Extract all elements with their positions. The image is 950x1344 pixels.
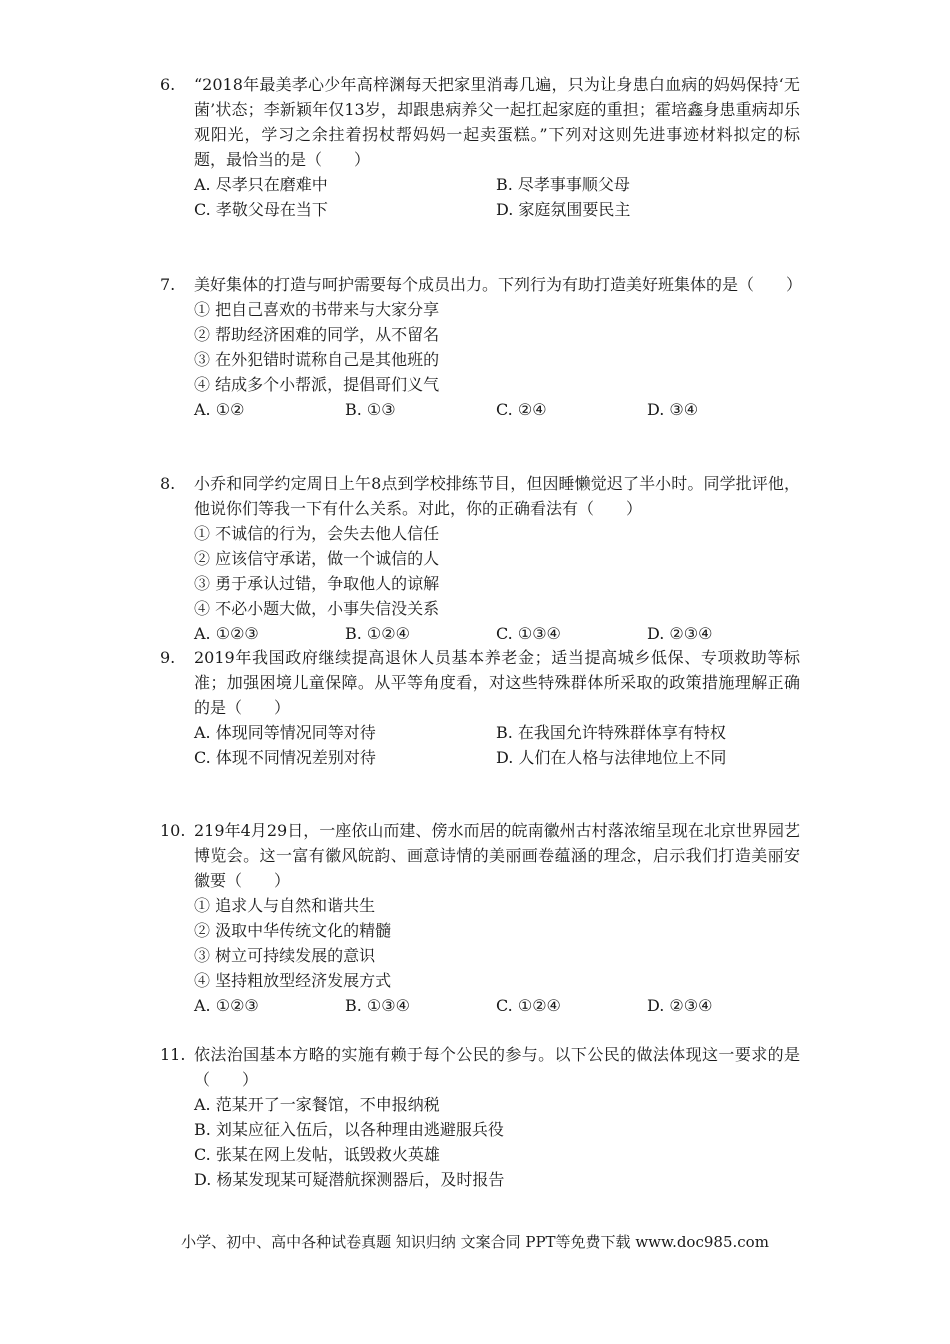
- option-c: C. ②④: [496, 400, 547, 419]
- statement-1: ① 不诚信的行为，会失去他人信任: [194, 524, 440, 543]
- option-c: C. 孝敬父母在当下: [194, 200, 328, 219]
- option-d: D. 人们在人格与法律地位上不同: [496, 748, 727, 767]
- option-d: D. 杨某发现某可疑潜航探测器后，及时报告: [194, 1170, 505, 1189]
- statement-3: ③ 在外犯错时谎称自己是其他班的: [194, 350, 440, 369]
- option-c: C. ①③④: [496, 624, 561, 643]
- options: [194, 621, 800, 646]
- option-d: D. ②③④: [647, 624, 713, 643]
- statement-1: ① 把自己喜欢的书带来与大家分享: [194, 300, 440, 319]
- statement-4: ④ 不必小题大做，小事失信没关系: [194, 599, 440, 618]
- options: [194, 172, 800, 222]
- question-stem: 美好集体的打造与呵护需要每个成员出力。下列行为有助打造美好班集体的是（ ）: [194, 275, 803, 294]
- options: [194, 720, 800, 770]
- question-number: 10.: [160, 821, 186, 840]
- question-7: [160, 272, 803, 422]
- statement-4: ④ 结成多个小帮派，提倡哥们义气: [194, 375, 440, 394]
- options: [194, 993, 800, 1018]
- question-number: 9.: [160, 648, 176, 667]
- question-number: 11.: [160, 1045, 186, 1064]
- option-b: B. 尽孝事事顺父母: [496, 175, 630, 194]
- question-11: [160, 1042, 800, 1192]
- question-stem: 219年4月29日，一座依山而建、傍水而居的皖南徽州古村落浓缩呈现在北京世界园艺博览会。这一富有徽风皖韵、画意诗情的美丽画卷蕴涵的理念，启示我们打造美丽安徽要（ ）: [194, 821, 800, 890]
- question-number: 6.: [160, 75, 176, 94]
- option-b: B. ①③④: [345, 996, 410, 1015]
- statement-2: ② 汲取中华传统文化的精髓: [194, 921, 392, 940]
- option-d: D. ②③④: [647, 996, 713, 1015]
- option-d: D. ③④: [647, 400, 699, 419]
- option-d: D. 家庭氛围要民主: [496, 200, 631, 219]
- question-stem: 2019年我国政府继续提高退休人员基本养老金；适当提高城乡低保、专项救助等标准；加强困境儿童保障。从平等角度看，对这些特殊群体所采取的政策措施理解正确的是（ ）: [194, 648, 800, 717]
- option-b: B. ①②④: [345, 624, 410, 643]
- statement-3: ③ 树立可持续发展的意识: [194, 946, 376, 965]
- option-c: C. ①②④: [496, 996, 561, 1015]
- question-number: 7.: [160, 275, 176, 294]
- option-b: B. ①③: [345, 400, 396, 419]
- option-a: A. 范某开了一家餐馆，不申报纳税: [194, 1095, 440, 1114]
- question-6: [160, 72, 800, 222]
- page-footer: 小学、初中、高中各种试卷真题 知识归纳 文案合同 PPT等免费下载 www.doc985.com: [181, 1233, 769, 1251]
- statement-4: ④ 坚持粗放型经济发展方式: [194, 971, 392, 990]
- option-a: A. ①②: [194, 400, 245, 419]
- option-a: A. 体现同等情况同等对待: [194, 723, 376, 742]
- question-stem: 小乔和同学约定周日上午8点到学校排练节目，但因睡懒觉迟了半小时。同学批评他，他说你们等我一下有什么关系。对此，你的正确看法有（ ）: [194, 474, 800, 518]
- question-stem: “2018年最美孝心少年高梓渊每天把家里消毒几遍，只为让身患白血病的妈妈保持‘无菌’状态；李新颖年仅13岁，却跟患病养父一起扛起家庭的重担；霍培鑫身患重病却乐观阳光，学习之余拄着拐杖帮妈妈一起卖蛋糕。”下列对这则先进事迹材料拟定的标题，最恰当的是（ ）: [194, 75, 800, 169]
- option-a: A. 尽孝只在磨难中: [194, 175, 328, 194]
- statement-1: ① 追求人与自然和谐共生: [194, 896, 376, 915]
- option-c: C. 体现不同情况差别对待: [194, 748, 376, 767]
- option-b: B. 在我国允许特殊群体享有特权: [496, 723, 726, 742]
- question-9: [160, 645, 800, 770]
- statement-2: ② 帮助经济困难的同学，从不留名: [194, 325, 440, 344]
- question-10: [160, 818, 800, 1018]
- question-stem: 依法治国基本方略的实施有赖于每个公民的参与。以下公民的做法体现这一要求的是（ ）: [194, 1045, 800, 1089]
- option-b: B. 刘某应征入伍后，以各种理由逃避服兵役: [194, 1120, 504, 1139]
- option-a: A. ①②③: [194, 624, 259, 643]
- question-number: 8.: [160, 474, 176, 493]
- statement-3: ③ 勇于承认过错，争取他人的谅解: [194, 574, 440, 593]
- option-a: A. ①②③: [194, 996, 259, 1015]
- statement-2: ② 应该信守承诺，做一个诚信的人: [194, 549, 440, 568]
- options: [194, 397, 800, 422]
- option-c: C. 张某在网上发帖，诋毁救火英雄: [194, 1145, 440, 1164]
- question-8: [160, 471, 800, 646]
